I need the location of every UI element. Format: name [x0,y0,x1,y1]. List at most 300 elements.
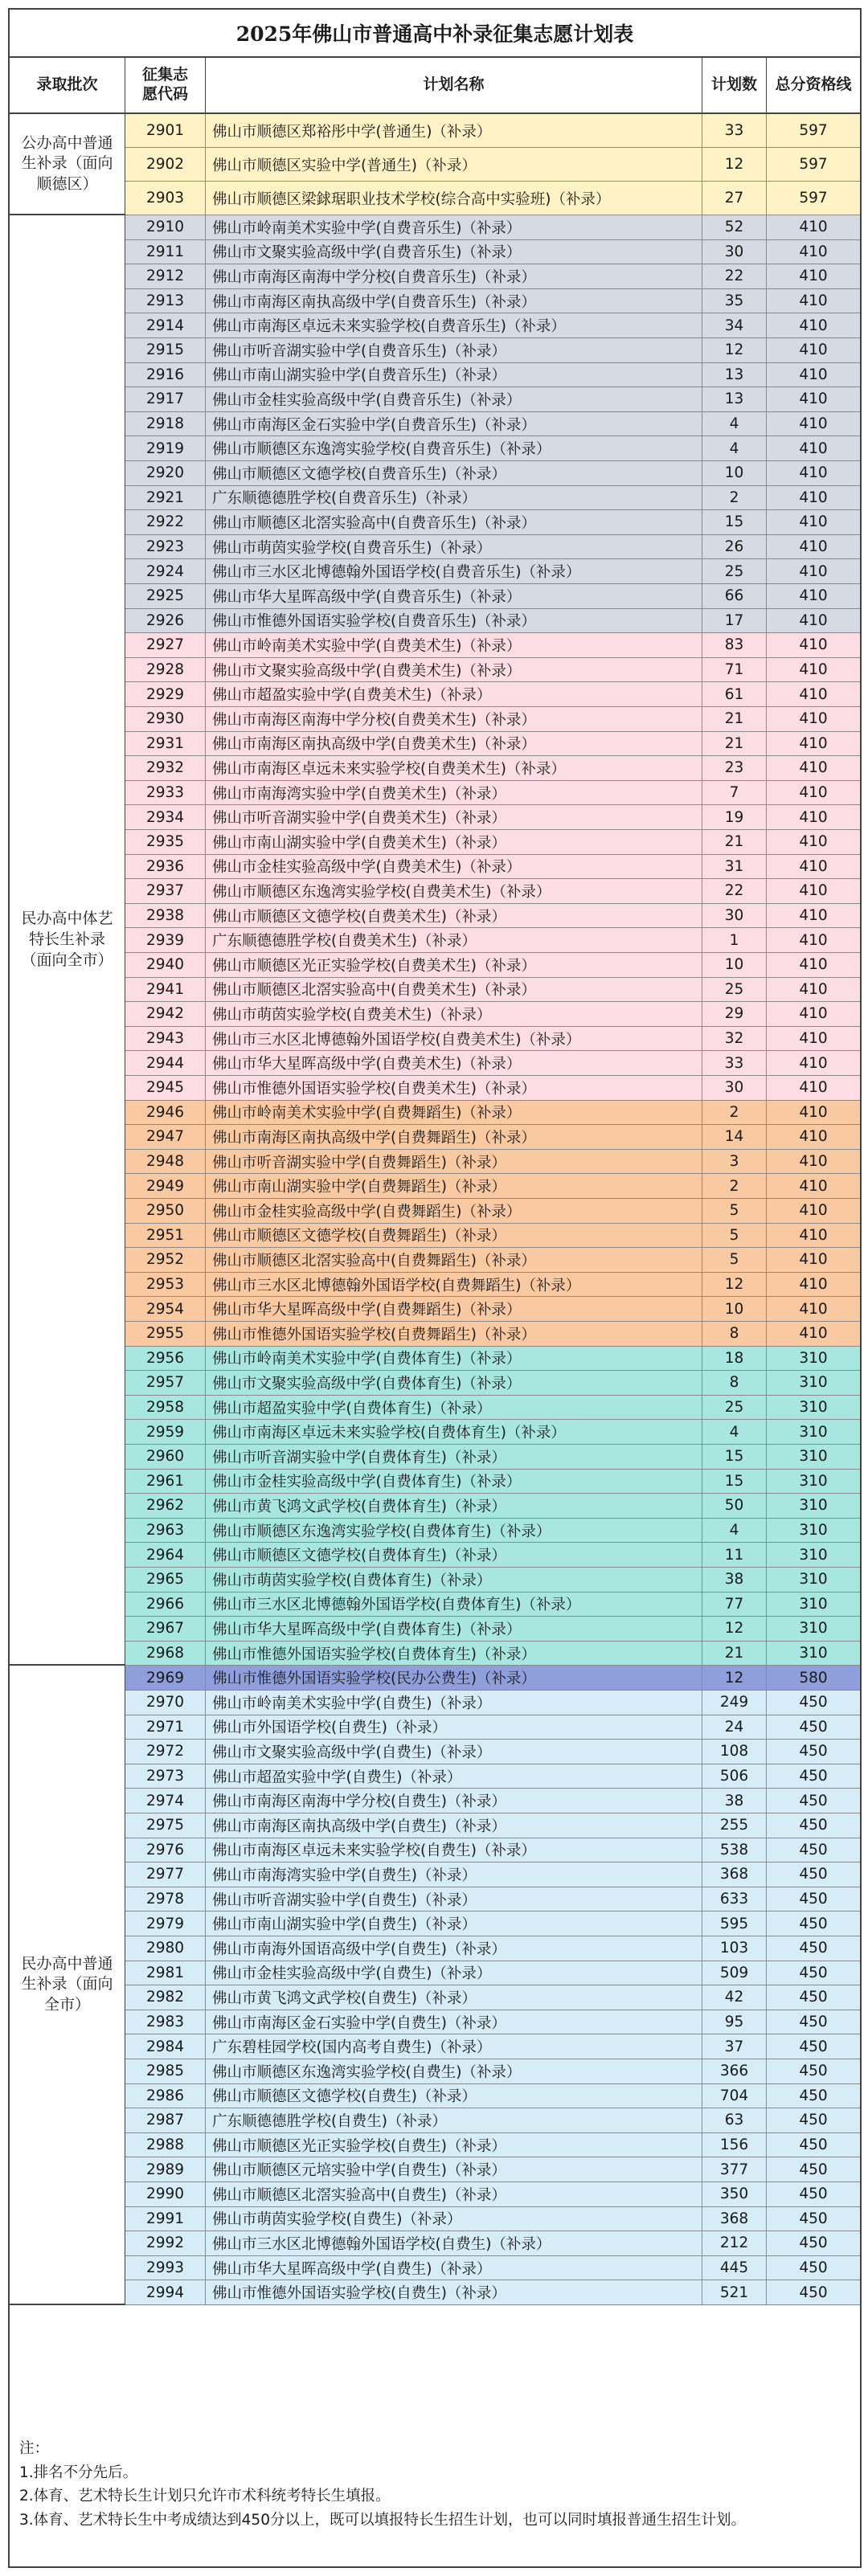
score-cell: 580 [799,1669,828,1687]
count-cell: 38 [702,1568,767,1592]
table-row [10,609,860,634]
score-cell: 410 [799,1128,828,1146]
table-row [10,289,860,314]
name-cell: 佛山市顺德区文德学校(自费舞蹈生)（补录） [206,1224,702,1248]
code-cell: 2950 [125,1199,206,1223]
name-cell: 佛山市萌茵实验学校(自费美术生)（补录） [206,1002,702,1026]
count-cell: 15 [702,1470,767,1494]
table-row [10,1199,860,1224]
score-cell: 310 [799,1546,828,1564]
score-cell: 310 [799,1497,828,1515]
table-row [10,1691,860,1715]
count-cell: 35 [702,289,767,313]
code-cell: 2933 [125,781,206,805]
count-cell: 19 [702,805,767,829]
name-cell: 佛山市金桂实验高级中学(自费生)（补录） [206,1961,702,1985]
count-cell: 12 [702,1666,767,1690]
name-cell: 佛山市岭南美术实验中学(自费体育生)（补录） [206,1347,702,1371]
name-cell: 佛山市顺德区元培实验中学(自费生)（补录） [206,2157,702,2181]
name-cell: 佛山市金桂实验高级中学(自费体育生)（补录） [206,1470,702,1494]
name-cell: 佛山市萌茵实验学校(自费生)（补录） [206,2207,702,2231]
count-cell: 5 [702,1224,767,1248]
count-cell: 350 [702,2182,767,2206]
score-cell: 410 [799,415,828,433]
table-row [10,1961,860,1986]
table-row [10,1150,860,1175]
score-cell: 410 [799,440,828,457]
score-cell: 410 [799,219,828,236]
table-row [10,633,860,658]
count-cell: 8 [702,1371,767,1395]
table-row [10,1322,860,1347]
count-cell: 15 [702,1445,767,1469]
table-row [10,338,860,363]
count-cell: 17 [702,609,767,633]
count-cell: 377 [702,2157,767,2181]
code-cell: 2957 [125,1371,206,1395]
score-cell: 450 [799,1989,828,2006]
name-cell: 佛山市顺德区光正实验学校(自费生)（补录） [206,2133,702,2157]
code-cell: 2930 [125,707,206,731]
table-row [10,1593,860,1617]
code-cell: 2983 [125,2010,206,2034]
code-cell: 2991 [125,2207,206,2231]
name-cell: 佛山市南海区南海中学分校(自费美术生)（补录） [206,707,702,731]
code-cell: 2945 [125,1076,206,1100]
score-cell: 410 [799,1005,828,1023]
table-row [10,1494,860,1519]
score-cell: 410 [799,808,828,826]
name-cell: 佛山市顺德区东逸湾实验学校(自费体育生)（补录） [206,1519,702,1543]
table-row [10,2034,860,2059]
table-row [10,1764,860,1789]
table-row [10,2133,860,2158]
score-cell: 450 [799,2186,828,2203]
table-row [10,1248,860,1273]
table-row [10,363,860,388]
name-cell: 佛山市金桂实验高级中学(自费美术生)（补录） [206,855,702,879]
note-item: 3.体育、艺术特长生中考成绩达到450分以上，既可以填报特长生招生计划，也可以同时填报普通生招生计划。 [19,2511,746,2529]
score-cell: 450 [799,1841,828,1858]
plan-table [8,8,862,2568]
count-cell: 108 [702,1740,767,1764]
count-cell: 10 [702,953,767,977]
code-cell: 2924 [125,559,206,583]
table-row [10,1617,860,1642]
name-cell: 广东顺德德胜学校(自费生)（补录） [206,2108,702,2132]
score-cell: 597 [799,122,828,139]
count-cell: 38 [702,1789,767,1813]
count-cell: 4 [702,1519,767,1543]
score-cell: 410 [799,661,828,679]
name-cell: 佛山市三水区北博德翰外国语学校(自费生)（补录） [206,2231,702,2255]
code-cell: 2947 [125,1125,206,1149]
table-row [10,1420,860,1445]
code-cell: 2992 [125,2231,206,2255]
name-cell: 佛山市三水区北博德翰外国语学校(自费美术生)（补录） [206,1027,702,1051]
code-cell: 2984 [125,2034,206,2059]
count-cell: 14 [702,1125,767,1149]
code-cell: 2949 [125,1174,206,1198]
name-cell: 佛山市华大星晖高级中学(自费生)（补录） [206,2256,702,2280]
score-cell: 410 [799,833,828,851]
count-cell: 7 [702,781,767,805]
table-row [10,559,860,584]
code-cell: 2937 [125,879,206,903]
count-cell: 18 [702,1347,767,1371]
table-row [10,436,860,461]
score-cell: 410 [799,390,828,408]
code-cell: 2963 [125,1519,206,1543]
score-cell: 410 [799,243,828,260]
score-cell: 410 [799,366,828,383]
table-row [10,240,860,265]
code-cell: 2939 [125,928,206,952]
score-cell: 410 [799,1103,828,1121]
score-cell: 410 [799,907,828,925]
name-cell: 佛山市南山湖实验中学(自费音乐生)（补录） [206,363,702,387]
count-cell: 366 [702,2059,767,2083]
code-cell: 2914 [125,313,206,337]
table-row [10,756,860,781]
count-cell: 506 [702,1764,767,1789]
code-cell: 2912 [125,264,206,288]
table-row [10,1519,860,1544]
table-row [10,148,860,182]
code-cell: 2946 [125,1101,206,1125]
score-cell: 450 [799,2136,828,2154]
score-cell: 410 [799,759,828,777]
table-row [10,1543,860,1568]
code-cell: 2970 [125,1691,206,1715]
table-row [10,2157,860,2182]
count-cell: 33 [702,1051,767,1075]
score-cell: 410 [799,1030,828,1048]
code-cell: 2941 [125,978,206,1002]
code-cell: 2980 [125,1936,206,1961]
code-cell: 2901 [125,114,206,147]
score-cell: 310 [799,1595,828,1613]
table-row [10,1715,860,1740]
code-cell: 2978 [125,1887,206,1912]
name-cell: 佛山市顺德区北滘实验高中(自费舞蹈生)（补录） [206,1248,702,1272]
score-cell: 410 [799,636,828,654]
code-cell: 2964 [125,1543,206,1567]
name-cell: 佛山市南海区南执高级中学(自费生)（补录） [206,1813,702,1838]
code-cell: 2989 [125,2157,206,2181]
note-item: 1.排名不分先后。 [19,2464,138,2481]
code-cell: 2951 [125,1224,206,1248]
name-cell: 佛山市华大星晖高级中学(自费美术生)（补录） [206,1051,702,1075]
name-cell: 佛山市顺德区文德学校(自费体育生)（补录） [206,1543,702,1567]
code-cell: 2926 [125,609,206,633]
score-cell: 310 [799,1349,828,1367]
name-cell: 佛山市南海区卓远未来实验学校(自费美术生)（补录） [206,756,702,780]
table-row [10,707,860,732]
count-cell: 25 [702,1396,767,1420]
score-cell: 410 [799,292,828,310]
count-cell: 31 [702,855,767,879]
count-cell: 30 [702,1076,767,1100]
table-row [10,264,860,289]
count-cell: 21 [702,707,767,731]
code-cell: 2938 [125,904,206,928]
count-cell: 24 [702,1715,767,1740]
code-cell: 2952 [125,1248,206,1272]
table-row [10,1445,860,1470]
table-row [10,584,860,609]
table-row [10,486,860,511]
table-row [10,953,860,978]
code-cell: 2959 [125,1420,206,1444]
score-cell: 410 [799,562,828,580]
name-cell: 佛山市南海区卓远未来实验学校(自费体育生)（补录） [206,1420,702,1444]
count-cell: 37 [702,2034,767,2059]
code-cell: 2915 [125,338,206,362]
code-cell: 2961 [125,1470,206,1494]
name-cell: 佛山市顺德区文德学校(自费音乐生)（补录） [206,461,702,485]
name-cell: 佛山市黄飞鸿文武学校(自费体育生)（补录） [206,1494,702,1518]
name-cell: 佛山市顺德区光正实验学校(自费美术生)（补录） [206,953,702,977]
count-cell: 27 [702,182,767,215]
count-cell: 10 [702,1297,767,1321]
name-cell: 佛山市岭南美术实验中学(自费生)（补录） [206,1691,702,1715]
score-cell: 410 [799,1054,828,1072]
table-row [10,1568,860,1593]
score-cell: 410 [799,685,828,703]
name-cell: 佛山市顺德区东逸湾实验学校(自费音乐生)（补录） [206,436,702,460]
count-cell: 368 [702,2207,767,2231]
table-row [10,510,860,535]
batch-cell: 民办高中体艺特长生补录（面向全市） [10,215,125,1666]
count-cell: 25 [702,978,767,1002]
score-cell: 410 [799,980,828,998]
table-row [10,978,860,1003]
count-cell: 4 [702,436,767,460]
count-cell: 15 [702,510,767,534]
header-score: 总分资格线 [775,76,852,94]
name-cell: 佛山市三水区北博德翰外国语学校(自费体育生)（补录） [206,1593,702,1617]
score-cell: 310 [799,1448,828,1466]
count-cell: 21 [702,732,767,756]
code-cell: 2922 [125,510,206,534]
score-cell: 410 [799,1153,828,1171]
table-row [10,1027,860,1052]
name-cell: 佛山市外国语学校(自费生)（补录） [206,1715,702,1740]
count-cell: 2 [702,486,767,510]
table-row [10,1789,860,1813]
table-row [10,114,860,148]
table-row [10,1371,860,1396]
name-cell: 佛山市南海区金石实验中学(自费生)（补录） [206,2010,702,2034]
name-cell: 佛山市南山湖实验中学(自费舞蹈生)（补录） [206,1174,702,1198]
score-cell: 450 [799,2235,828,2252]
code-cell: 2960 [125,1445,206,1469]
code-cell: 2942 [125,1002,206,1026]
table-row [10,313,860,338]
code-cell: 2954 [125,1297,206,1321]
table-row [10,2084,860,2109]
table-row [10,1985,860,2010]
code-cell: 2972 [125,1740,206,1764]
table-row [10,781,860,806]
code-cell: 2944 [125,1051,206,1075]
table-row [10,1666,860,1691]
count-cell: 368 [702,1862,767,1887]
count-cell: 212 [702,2231,767,2255]
count-cell: 3 [702,1150,767,1174]
score-cell: 310 [799,1399,828,1417]
score-cell: 597 [799,190,828,206]
name-cell: 佛山市顺德区东逸湾实验学校(自费生)（补录） [206,2059,702,2083]
name-cell: 佛山市南海区南海中学分校(自费生)（补录） [206,1789,702,1813]
name-cell: 佛山市听音湖实验中学(自费音乐生)（补录） [206,338,702,362]
count-cell: 5 [702,1199,767,1223]
score-cell: 450 [799,2063,828,2080]
count-cell: 12 [702,148,767,181]
code-cell: 2931 [125,732,206,756]
score-cell: 410 [799,734,828,752]
table-row [10,1740,860,1764]
name-cell: 广东碧桂园学校(国内高考自费生)（补录） [206,2034,702,2059]
score-cell: 450 [799,1792,828,1809]
count-cell: 83 [702,633,767,657]
code-cell: 2988 [125,2133,206,2157]
name-cell: 佛山市南海区南执高级中学(自费音乐生)（补录） [206,289,702,313]
count-cell: 33 [702,114,767,147]
score-cell: 310 [799,1522,828,1539]
name-cell: 佛山市岭南美术实验中学(自费美术生)（补录） [206,633,702,657]
header-code: 征集志愿代码 [125,58,206,112]
table-row [10,1174,860,1199]
code-cell: 2932 [125,756,206,780]
score-cell: 410 [799,882,828,900]
count-cell: 42 [702,1985,767,2010]
name-cell: 佛山市惟德外国语实验学校(民办公费生)（补录） [206,1666,702,1690]
score-cell: 310 [799,1620,828,1638]
table-row [10,1887,860,1912]
table-row [10,904,860,929]
name-cell: 佛山市惟德外国语实验学校(自费体育生)（补录） [206,1642,702,1666]
table-row [10,1813,860,1838]
name-cell: 佛山市南海区金石实验中学(自费音乐生)（补录） [206,412,702,436]
code-cell: 2936 [125,855,206,879]
count-cell: 445 [702,2256,767,2280]
code-cell: 2976 [125,1838,206,1862]
code-cell: 2923 [125,535,206,559]
name-cell: 佛山市南海区卓远未来实验学校(自费音乐生)（补录） [206,313,702,337]
table-row [10,879,860,904]
score-cell: 310 [799,1374,828,1392]
score-cell: 410 [799,489,828,506]
name-cell: 佛山市文聚实验高级中学(自费音乐生)（补录） [206,240,702,264]
code-cell: 2971 [125,1715,206,1740]
code-cell: 2919 [125,436,206,460]
code-cell: 2911 [125,240,206,264]
name-cell: 佛山市文聚实验高级中学(自费美术生)（补录） [206,658,702,682]
count-cell: 26 [702,535,767,559]
code-cell: 2943 [125,1027,206,1051]
score-cell: 310 [799,1571,828,1589]
count-cell: 4 [702,412,767,436]
code-cell: 2921 [125,486,206,510]
table-row [10,1051,860,1076]
code-cell: 2920 [125,461,206,485]
score-cell: 450 [799,1817,828,1834]
name-cell: 佛山市听音湖实验中学(自费美术生)（补录） [206,805,702,829]
count-cell: 25 [702,559,767,583]
count-cell: 12 [702,1617,767,1641]
score-cell: 450 [799,2112,828,2129]
name-cell: 佛山市惟德外国语实验学校(自费美术生)（补录） [206,1076,702,1100]
name-cell: 佛山市岭南美术实验中学(自费舞蹈生)（补录） [206,1101,702,1125]
name-cell: 佛山市南海外国语高级中学(自费生)（补录） [206,1936,702,1961]
table-row [10,2231,860,2256]
name-cell: 佛山市南海区南执高级中学(自费舞蹈生)（补录） [206,1125,702,1149]
score-cell: 410 [799,1226,828,1244]
code-cell: 2958 [125,1396,206,1420]
name-cell: 佛山市南海区南执高级中学(自费美术生)（补录） [206,732,702,756]
name-cell: 佛山市南海湾实验中学(自费生)（补录） [206,1862,702,1887]
table-row [10,2182,860,2207]
table-row [10,182,860,215]
score-cell: 410 [799,538,828,556]
score-cell: 410 [799,1202,828,1220]
code-cell: 2902 [125,148,206,181]
table-row [10,1002,860,1027]
count-cell: 23 [702,756,767,780]
name-cell: 佛山市惟德外国语实验学校(自费生)（补录） [206,2280,702,2304]
score-cell: 410 [799,956,828,974]
code-cell: 2962 [125,1494,206,1518]
count-cell: 521 [702,2280,767,2304]
table-header [10,58,860,114]
count-cell: 4 [702,1420,767,1444]
code-cell: 2935 [125,830,206,854]
count-cell: 704 [702,2084,767,2108]
batch-cell: 民办高中普通生补录（面向全市） [10,1666,125,2305]
code-cell: 2934 [125,805,206,829]
code-cell: 2948 [125,1150,206,1174]
score-cell: 450 [799,2087,828,2104]
score-cell: 410 [799,710,828,728]
score-cell: 450 [799,1718,828,1736]
score-cell: 450 [799,1964,828,1981]
name-cell: 佛山市顺德区东逸湾实验学校(自费美术生)（补录） [206,879,702,903]
count-cell: 8 [702,1322,767,1346]
table-row [10,2108,860,2133]
table-row [10,928,860,953]
code-cell: 2903 [125,182,206,215]
code-cell: 2918 [125,412,206,436]
name-cell: 佛山市南海区南海中学分校(自费音乐生)（补录） [206,264,702,288]
name-cell: 佛山市顺德区北滘实验高中(自费美术生)（补录） [206,978,702,1002]
name-cell: 佛山市萌茵实验学校(自费音乐生)（补录） [206,535,702,559]
notes [10,2432,860,2566]
header-batch: 录取批次 [10,58,125,112]
name-cell: 佛山市听音湖实验中学(自费舞蹈生)（补录） [206,1150,702,1174]
score-cell: 410 [799,317,828,334]
table-row [10,1101,860,1126]
code-cell: 2987 [125,2108,206,2132]
code-cell: 2929 [125,682,206,706]
score-cell: 450 [799,1940,828,1957]
table-row [10,1396,860,1421]
count-cell: 595 [702,1912,767,1936]
count-cell: 5 [702,1248,767,1272]
code-cell: 2969 [125,1666,206,1690]
score-cell: 410 [799,268,828,285]
